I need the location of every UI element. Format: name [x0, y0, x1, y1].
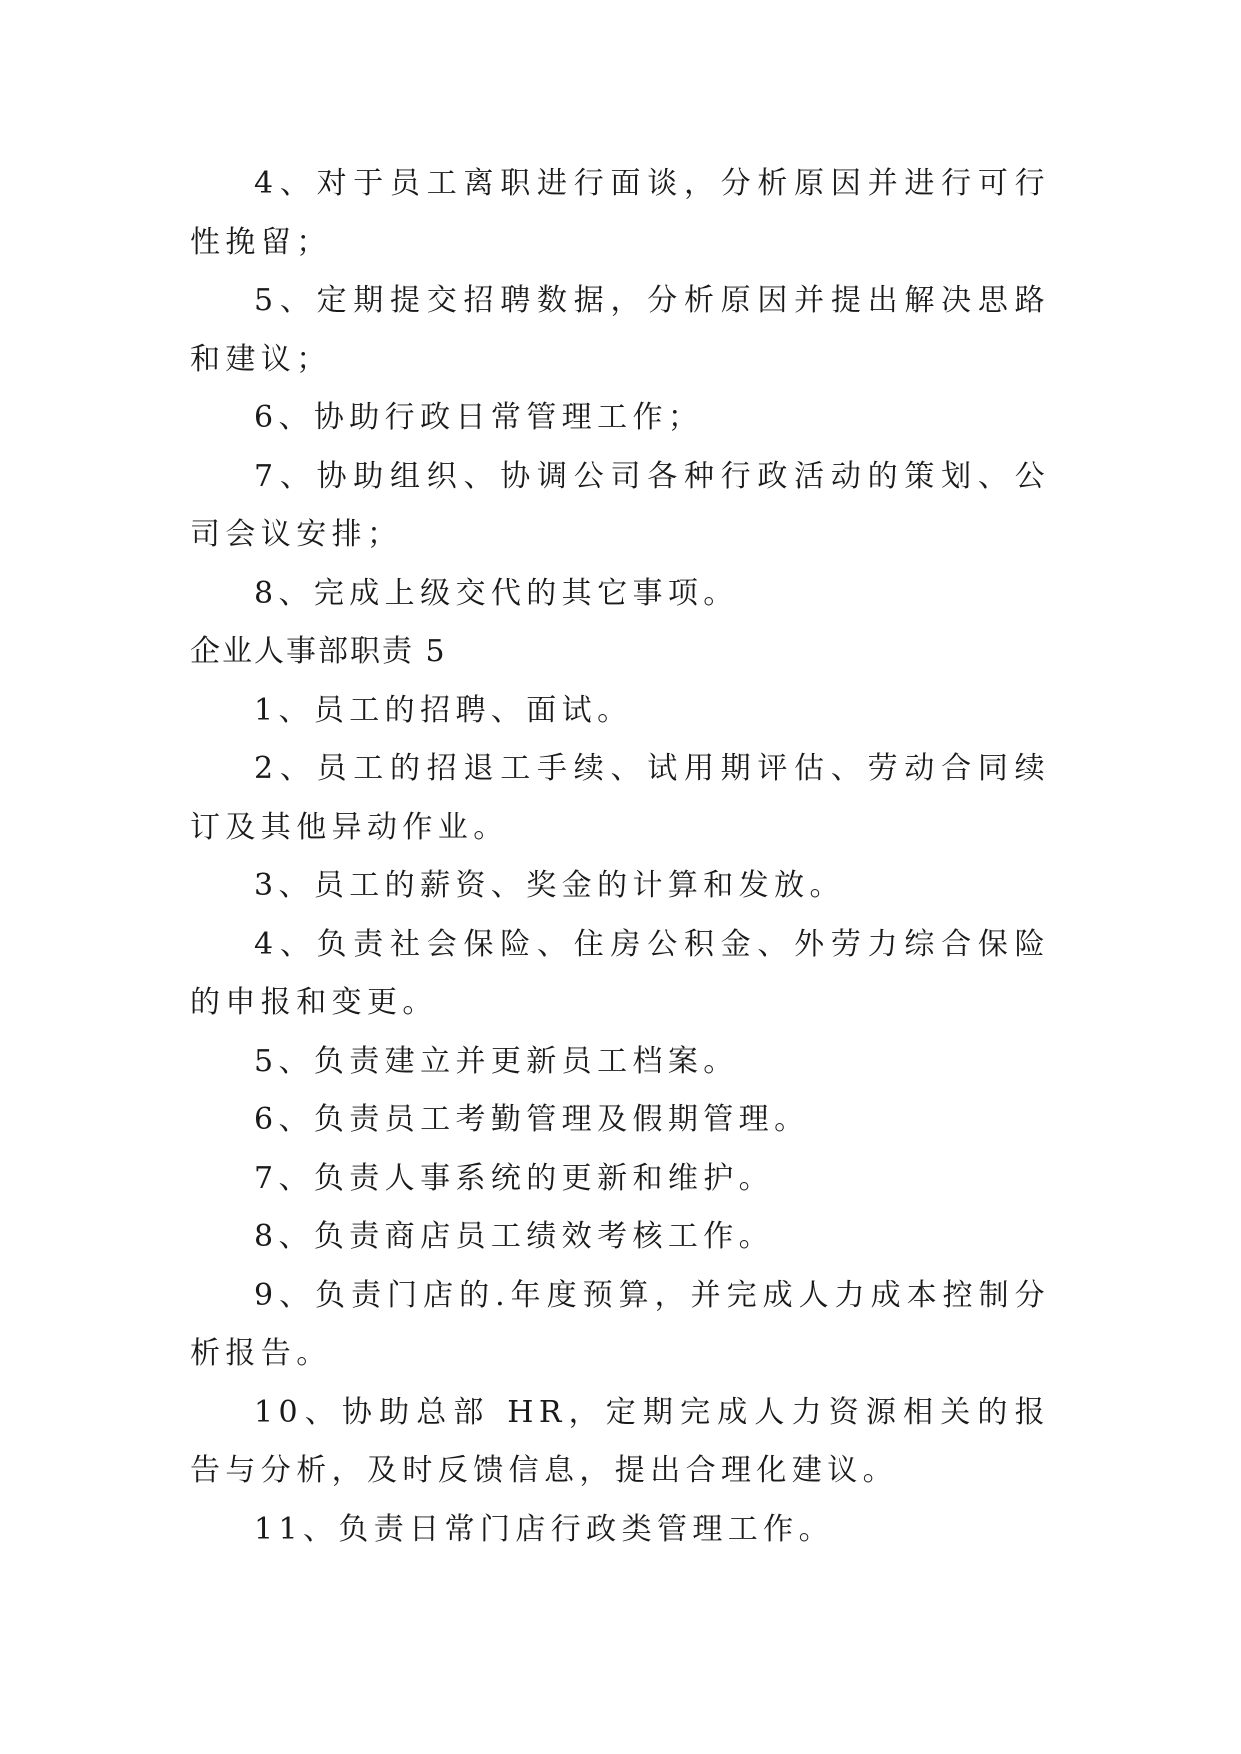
intro-item-7: 7、协助组织、协调公司各种行政活动的策划、公司会议安排；: [190, 458, 1050, 552]
section-item-10: 10、协助总部 HR，定期完成人力资源相关的报告与分析，及时反馈信息，提出合理化建议。: [190, 1394, 1050, 1488]
section-heading: 企业人事部职责 5: [190, 634, 447, 669]
section-item-7: 7、负责人事系统的更新和维护。: [254, 1160, 775, 1196]
intro-item-8: 8、完成上级交代的其它事项。: [254, 575, 739, 611]
section-item-1: 1、员工的招聘、面试。: [254, 692, 633, 728]
section-item-2: 2、员工的招退工手续、试用期评估、劳动合同续订及其他异动作业。: [190, 751, 1050, 845]
section-item-4: 4、负责社会保险、住房公积金、外劳力综合保险的申报和变更。: [190, 926, 1050, 1020]
section-item-11: 11、负责日常门店行政类管理工作。: [254, 1511, 834, 1547]
section-item-9: 9、负责门店的.年度预算，并完成人力成本控制分析报告。: [190, 1277, 1050, 1371]
document-body: [190, 155, 1050, 1559]
section-item-8: 8、负责商店员工绩效考核工作。: [254, 1219, 775, 1254]
intro-item-6: 6、协助行政日常管理工作；: [254, 400, 704, 435]
intro-item-5: 5、定期提交招聘数据，分析原因并提出解决思路和建议；: [190, 283, 1050, 377]
section-item-3: 3、员工的薪资、奖金的计算和发放。: [254, 868, 845, 903]
intro-item-4: 4、对于员工离职进行面谈，分析原因并进行可行性挽留；: [190, 166, 1050, 260]
section-item-6: 6、负责员工考勤管理及假期管理。: [254, 1102, 810, 1137]
section-item-5: 5、负责建立并更新员工档案。: [254, 1043, 739, 1079]
